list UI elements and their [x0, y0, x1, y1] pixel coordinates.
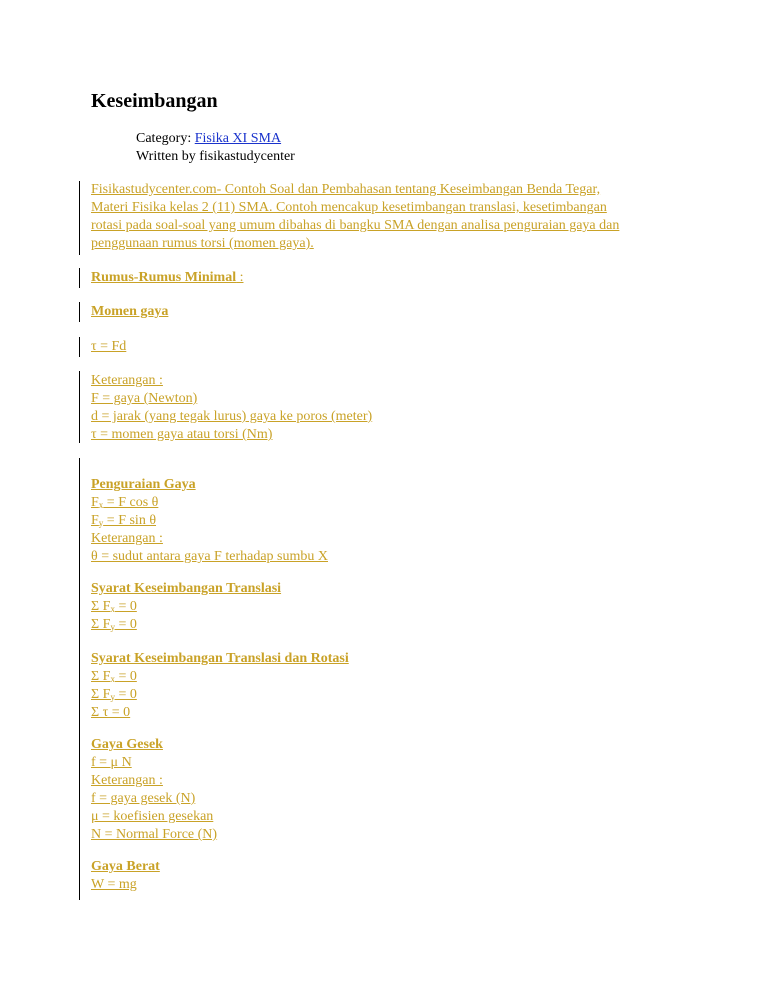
- momen-formula[interactable]: τ = Fd: [91, 339, 127, 354]
- momen-section: [91, 303, 168, 321]
- rotasi-heading[interactable]: Syarat Keseimbangan Translasi dan Rotasi: [91, 651, 349, 666]
- sum-fy-formula[interactable]: Σ $F_y = 0$: [91, 617, 137, 632]
- intro-paragraph: [91, 181, 619, 253]
- keterangan-block: [91, 372, 372, 444]
- fy-formula[interactable]: $F_y = F$ sin θ: [91, 513, 157, 528]
- momen-formula-block: [91, 338, 126, 356]
- theta-line[interactable]: θ = sudut antara gaya F terhadap sumbu X: [91, 549, 328, 564]
- fx-formula[interactable]: $F_x = F$ cos θ: [91, 495, 159, 510]
- intro-line[interactable]: penggunaan rumus torsi (momen gaya).: [91, 236, 314, 251]
- keterangan-line[interactable]: Keterangan :: [91, 531, 163, 546]
- momen-heading[interactable]: Momen gaya: [91, 304, 169, 319]
- keterangan-line[interactable]: Keterangan :: [91, 373, 163, 388]
- category-line: [136, 130, 281, 148]
- keterangan-line[interactable]: τ = momen gaya atau torsi (Nm): [91, 427, 273, 442]
- berat-heading[interactable]: Gaya Berat: [91, 859, 160, 874]
- gesek-section: [91, 736, 217, 844]
- gesek-line[interactable]: f = gaya gesek (N): [91, 791, 196, 806]
- category-link[interactable]: Fisika XI SMA: [194, 131, 282, 146]
- sum-fy-formula[interactable]: Σ $F_y = 0$: [91, 687, 137, 702]
- intro-line[interactable]: rotasi pada soal-soal yang umum dibahas di bangku SMA dengan analisa penguraian gaya dan: [91, 218, 620, 233]
- sum-fx-formula[interactable]: Σ $F_x = 0$: [91, 599, 137, 614]
- rotasi-section: [91, 650, 349, 722]
- translasi-section: [91, 580, 281, 634]
- author-line: Written by fisikastudycenter: [136, 149, 295, 164]
- quote-bar: [79, 181, 80, 255]
- intro-line[interactable]: Fisikastudycenter.com- Contoh Soal dan Pembahasan tentang Keseimbangan Benda Tegar,: [91, 182, 601, 197]
- quote-bar: [79, 337, 80, 357]
- penguraian-heading[interactable]: Penguraian Gaya: [91, 477, 196, 492]
- quote-bar: [79, 371, 80, 443]
- sum-torque-formula[interactable]: Σ τ = 0: [91, 705, 131, 720]
- sum-fx-formula[interactable]: Σ $F_x = 0$: [91, 669, 137, 684]
- keterangan-line[interactable]: Keterangan :: [91, 773, 163, 788]
- page-title: Keseimbangan: [91, 90, 218, 112]
- quote-bar: [79, 268, 80, 288]
- translasi-heading[interactable]: Syarat Keseimbangan Translasi: [91, 581, 282, 596]
- rumus-colon[interactable]: :: [236, 270, 244, 285]
- gesek-line[interactable]: μ = koefisien gesekan: [91, 809, 214, 824]
- penguraian-section: [91, 476, 328, 566]
- rumus-heading[interactable]: Rumus-Rumus Minimal: [91, 270, 237, 285]
- keterangan-line[interactable]: F = gaya (Newton): [91, 391, 198, 406]
- rumus-heading-line: [91, 268, 243, 287]
- intro-line[interactable]: Materi Fisika kelas 2 (11) SMA. Contoh mencakup kesetimbangan translasi, kesetimbangan: [91, 200, 607, 215]
- berat-formula[interactable]: W = mg: [91, 877, 137, 892]
- gesek-line[interactable]: N = Normal Force (N): [91, 827, 218, 842]
- category-label: Category:: [136, 131, 192, 146]
- keterangan-line[interactable]: d = jarak (yang tegak lurus) gaya ke poros (meter): [91, 409, 373, 424]
- quote-bar: [79, 458, 80, 900]
- quote-bar: [79, 302, 80, 322]
- berat-section: [91, 858, 160, 894]
- gesek-formula[interactable]: f = μ N: [91, 755, 132, 770]
- gesek-heading[interactable]: Gaya Gesek: [91, 737, 163, 752]
